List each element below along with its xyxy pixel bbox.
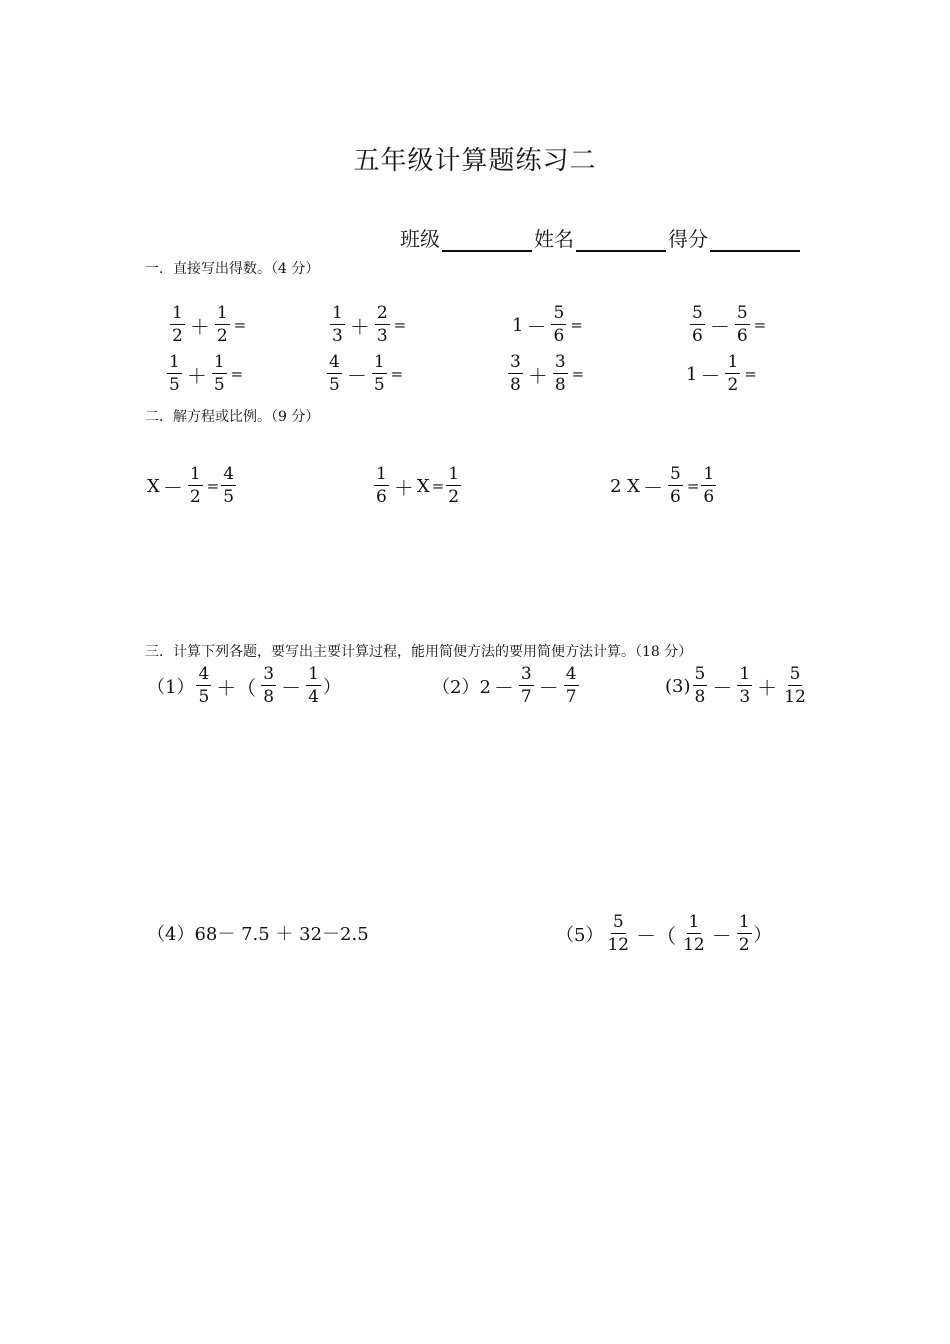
numerator: 1 (169, 352, 180, 372)
fraction (215, 305, 230, 345)
numerator: 1 (448, 464, 460, 484)
fraction (508, 354, 523, 394)
expr-text: (3) (665, 675, 691, 697)
denominator: 5 (169, 375, 180, 395)
score-blank[interactable] (710, 228, 800, 252)
fraction (375, 305, 390, 345)
equals-sign: = (570, 316, 583, 334)
numerator: 1 (172, 303, 183, 323)
denominator: 5 (213, 375, 225, 395)
equation-3 (610, 466, 718, 506)
fraction (690, 305, 705, 345)
operator: ＋ (189, 314, 210, 339)
equals-sign: = (393, 316, 407, 334)
fraction (446, 466, 461, 506)
denominator: 2 (738, 935, 750, 955)
fraction (170, 305, 185, 345)
numerator: 5 (553, 303, 565, 323)
expr-text: X (416, 475, 430, 497)
equals-sign: = (206, 477, 220, 495)
operator: － (538, 675, 559, 700)
numerator: 1 (308, 664, 319, 684)
denominator: 3 (739, 687, 751, 707)
fraction (693, 666, 708, 706)
operator: － (493, 675, 514, 700)
problem-7 (506, 354, 584, 394)
numerator: 1 (213, 352, 225, 372)
denominator: 6 (703, 487, 715, 507)
fraction (374, 466, 389, 506)
numerator: 3 (510, 352, 521, 372)
fraction (668, 466, 683, 506)
fraction (553, 354, 568, 394)
problem-5 (165, 354, 243, 394)
score-label: 得分 (668, 227, 708, 251)
numerator: 1 (189, 464, 201, 484)
denominator: 5 (223, 487, 235, 507)
fraction (701, 466, 716, 506)
operator: － (526, 314, 547, 339)
problem-6 (325, 354, 403, 394)
expr-text: 1 (512, 314, 524, 336)
numerator: 4 (223, 464, 235, 484)
operator: ＋ (527, 363, 548, 388)
fraction (519, 666, 534, 706)
equals-sign: = (233, 316, 247, 334)
operator: ＋ (349, 314, 370, 339)
denominator: 8 (554, 375, 566, 395)
operator: － (643, 475, 663, 500)
numerator: 1 (703, 464, 715, 484)
fraction (725, 354, 740, 394)
class-label: 班级 (400, 227, 440, 251)
fraction (327, 354, 342, 394)
equals-sign: = (686, 477, 700, 495)
problem-1 (168, 305, 246, 345)
denominator: 8 (694, 687, 706, 707)
problem-3 (512, 305, 583, 345)
equals-sign: = (753, 316, 767, 334)
expr-text: ） (322, 677, 341, 698)
denominator: 8 (510, 375, 521, 395)
operator: －（ (636, 923, 677, 948)
denominator: 5 (329, 375, 340, 395)
denominator: 12 (784, 687, 806, 707)
denominator: 2 (448, 487, 460, 507)
fraction (605, 914, 631, 954)
operator: ＋ (393, 475, 414, 500)
denominator: 12 (607, 935, 630, 955)
numerator: 2 (376, 303, 388, 323)
equals-sign: = (571, 365, 585, 383)
fraction (196, 666, 211, 706)
expr-text: （4）68－ 7.5 ＋ 32－2.5 (147, 924, 369, 945)
denominator: 2 (189, 487, 201, 507)
operator: － (711, 923, 732, 948)
expr-text: 1 (686, 363, 698, 385)
student-info-row (400, 223, 802, 252)
equation-1 (147, 466, 238, 506)
fraction (261, 666, 276, 706)
operator: ＋（ (216, 675, 257, 700)
denominator: 6 (670, 487, 681, 507)
fraction (737, 914, 752, 954)
numerator: 5 (692, 303, 703, 323)
denominator: 6 (553, 326, 565, 346)
operator: － (281, 675, 302, 700)
fraction (782, 666, 808, 706)
calc-2 (432, 666, 581, 706)
denominator: 2 (727, 375, 739, 395)
denominator: 4 (308, 687, 319, 707)
numerator: 5 (670, 464, 681, 484)
expr-text: （5） (556, 925, 604, 946)
denominator: 8 (263, 687, 275, 707)
numerator: 5 (694, 664, 706, 684)
numerator: 4 (329, 352, 340, 372)
operator: － (162, 475, 183, 500)
name-label: 姓名 (534, 227, 574, 251)
denominator: 2 (172, 326, 183, 346)
denominator: 6 (736, 326, 748, 346)
section2-heading: 二．解方程或比例。（9 分） (145, 409, 320, 425)
denominator: 5 (198, 687, 210, 707)
problem-4 (688, 305, 766, 345)
fraction (212, 354, 227, 394)
operator: － (709, 314, 730, 339)
class-blank[interactable] (442, 228, 532, 252)
numerator: 5 (789, 664, 801, 684)
fraction (188, 466, 203, 506)
calc-1 (147, 666, 341, 706)
denominator: 6 (376, 487, 387, 507)
numerator: 1 (688, 912, 700, 932)
denominator: 3 (376, 326, 388, 346)
numerator: 4 (565, 664, 577, 684)
expr-text: （2）2 (432, 677, 491, 698)
numerator: 1 (376, 464, 387, 484)
numerator: 3 (554, 352, 566, 372)
equals-sign: = (390, 365, 404, 383)
numerator: 3 (520, 664, 532, 684)
numerator: 5 (736, 303, 748, 323)
expr-text: ） (753, 925, 772, 946)
fraction (330, 305, 345, 345)
operator: － (700, 363, 721, 388)
numerator: 1 (739, 664, 751, 684)
name-blank[interactable] (576, 228, 666, 252)
numerator: 1 (332, 303, 343, 323)
equals-sign: = (230, 365, 244, 383)
fraction (221, 466, 236, 506)
numerator: 1 (216, 303, 228, 323)
problem-2 (328, 305, 406, 345)
fraction (735, 305, 750, 345)
numerator: 1 (727, 352, 739, 372)
equals-sign: = (744, 365, 757, 383)
fraction (737, 666, 752, 706)
equals-sign: = (431, 477, 445, 495)
denominator: 6 (692, 326, 703, 346)
calc-5 (556, 914, 772, 954)
denominator: 3 (332, 326, 343, 346)
section1-heading: 一．直接写出得数。（4 分） (145, 261, 320, 277)
numerator: 3 (263, 664, 275, 684)
calc-3 (665, 666, 810, 706)
fraction (372, 354, 387, 394)
fraction (564, 666, 579, 706)
denominator: 7 (520, 687, 532, 707)
numerator: 1 (373, 352, 385, 372)
fraction (681, 914, 707, 954)
denominator: 5 (373, 375, 385, 395)
denominator: 12 (683, 935, 705, 955)
numerator: 5 (612, 912, 624, 932)
numerator: 1 (738, 912, 750, 932)
expr-text: （1） (147, 677, 195, 698)
equation-2 (372, 466, 463, 506)
calc-4 (147, 920, 369, 946)
page-title: 五年级计算题练习二 (353, 146, 597, 176)
operator: － (346, 363, 367, 388)
denominator: 2 (216, 326, 228, 346)
operator: － (712, 675, 733, 700)
section3-heading: 三．计算下列各题，要写出主要计算过程，能用简便方法的要用简便方法计算。（18 分） (145, 644, 693, 660)
numerator: 4 (198, 664, 210, 684)
expr-text: 2 X (610, 475, 640, 497)
problem-8 (686, 354, 757, 394)
fraction (551, 305, 566, 345)
fraction (167, 354, 182, 394)
fraction (306, 666, 321, 706)
operator: ＋ (757, 675, 778, 700)
denominator: 7 (565, 687, 577, 707)
operator: ＋ (186, 363, 207, 388)
expr-text: X (147, 475, 160, 497)
